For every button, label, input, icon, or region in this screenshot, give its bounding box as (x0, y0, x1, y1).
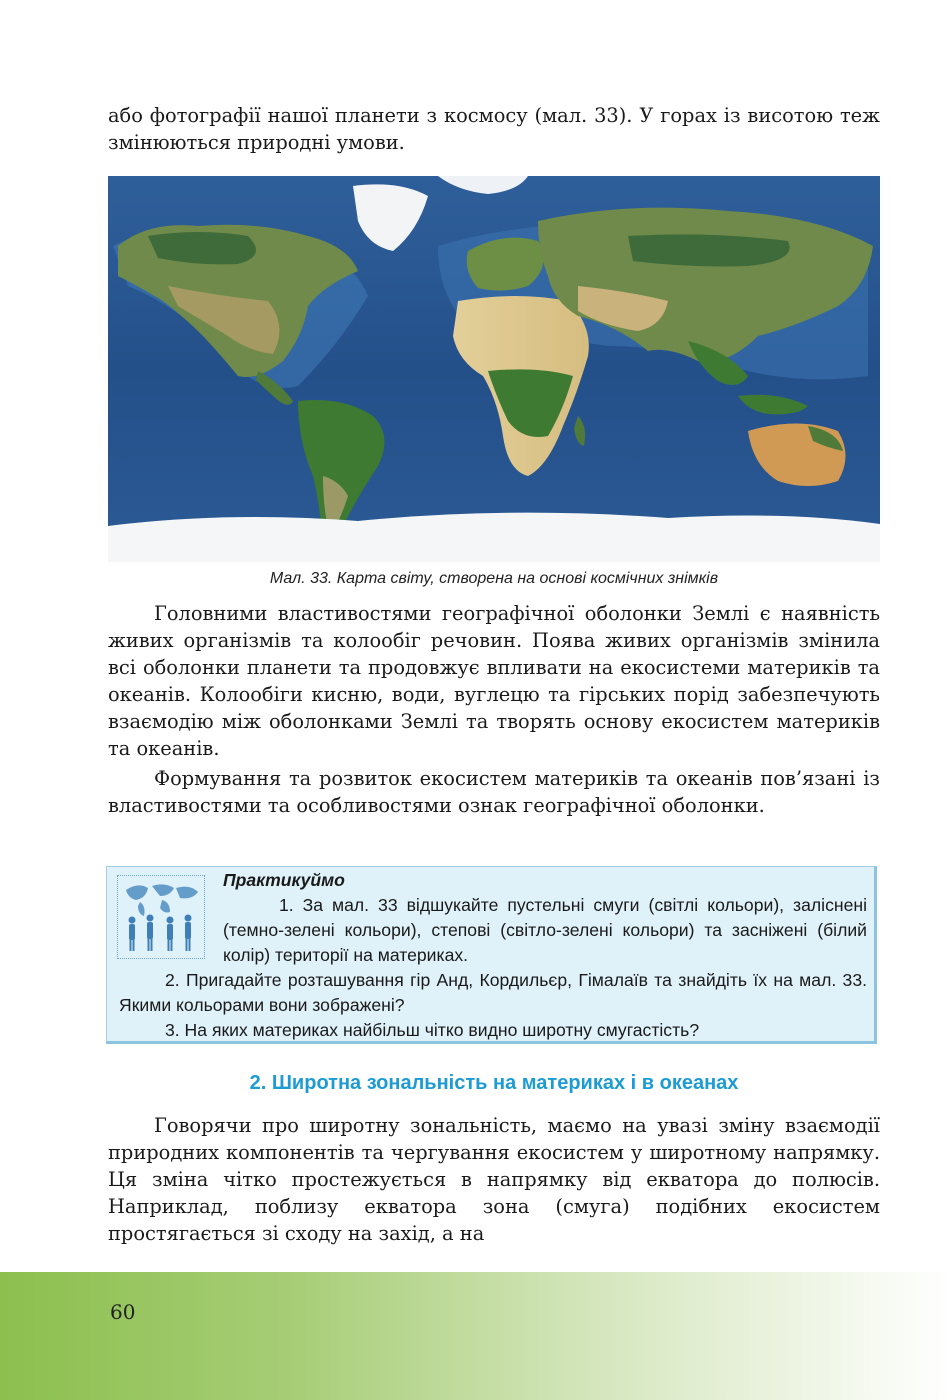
footer-band (0, 1272, 952, 1400)
practice-task-1: 1. За мал. 33 відшукайте пустельні смуги (світлі кольори), заліснені (темно-зелені кольори), степові (світло-зелені кольори) та засніжені (білий колір) території на материках. (223, 895, 867, 965)
world-map-image (108, 176, 880, 562)
page-number: 60 (110, 1300, 136, 1324)
practice-task-2: 2. Пригадайте розташування гір Анд, Кордильєр, Гімалаїв та знайдіть їх на мал. 33. Якими кольорами вони зображені? (119, 970, 867, 1015)
figure-caption: Мал. 33. Карта світу, створена на основі космічних знімків (269, 570, 719, 587)
section-heading: 2. Широтна зональність на материках і в океанах (249, 1072, 739, 1094)
body-paragraph-2: Формування та розвиток екосистем материків та океанів пов’язані із властивостями та особливостями ознак географічної оболонки. (108, 767, 880, 817)
people-map-icon (117, 875, 205, 959)
body-paragraph-1: Головними властивостями географічної оболонки Землі є наявність живих організмів та колообіг речовин. Поява живих організмів змінила всі оболонки планети та продовжує впливати на екосистеми материків та океанів. Колообіги кисню, води, вуглецю та гірських порід забезпечують взаємодію між оболонками Землі та творять основу екосистем материків та океанів. (108, 602, 880, 760)
practice-title: Практикуймо (223, 870, 345, 890)
practice-box (106, 866, 877, 1044)
intro-paragraph: або фотографії нашої планети з космосу (мал. 33). У горах із висотою теж змінюються природні умови. (108, 104, 880, 154)
practice-task-3: 3. На яких материках найбільш чітко видно широтну смугастість? (165, 1020, 700, 1040)
section-paragraph: Говорячи про широтну зональність, маємо на увазі зміну взаємодії природних компонентів та чергування екосистем у широтному напрямку. Ця зміна чітко простежується в напрямку від екватора до полюсів. Наприклад, поблизу екватора зона (смуга) подібних екосистем простягається зі сходу на захід, а на (108, 1114, 880, 1245)
